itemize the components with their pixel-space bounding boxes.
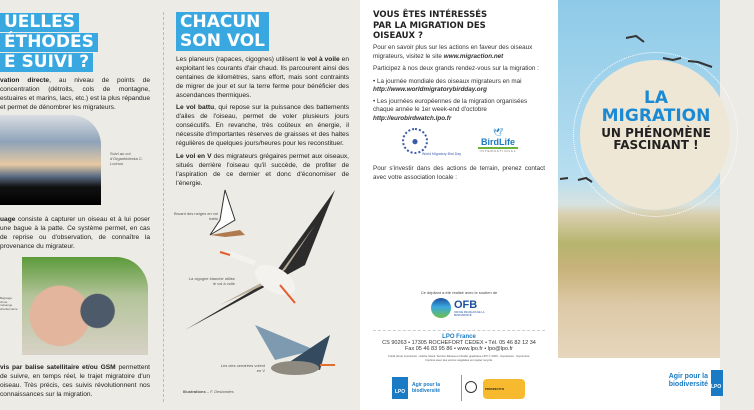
photo-caption: Suivi au col d'Organbidexka C. Lochon: [110, 151, 144, 166]
divider: [373, 330, 545, 331]
text: – F. Desbordes: [205, 389, 234, 394]
observation-text: [0, 77, 150, 113]
lpo-slogan: Agir pour la biodiversité: [668, 373, 708, 388]
title-line: UELLES: [0, 13, 79, 32]
title-line: E SUIVI ?: [0, 53, 93, 72]
wmbd-logo: ●: [402, 128, 428, 154]
lpo-logo: LPO: [711, 370, 723, 396]
left-panel: [0, 0, 165, 410]
bold: Le vol en V: [176, 152, 212, 160]
event-1: • La journée mondiale des oiseaux migrateurs en mai: [373, 77, 522, 85]
flapping-text: [176, 104, 349, 148]
bold: vol à voile: [307, 56, 340, 63]
soaring-text: [176, 56, 349, 100]
title-line: ÉTHODES: [0, 33, 98, 52]
org-name: LPO France: [442, 334, 476, 340]
event-1-link[interactable]: http://www.worldmigratorybirdday.org: [373, 86, 487, 93]
recycling-badge: PROSPECTUS: [483, 379, 525, 399]
cover-panel: [558, 0, 720, 410]
lpo-logo: LPO: [392, 377, 408, 399]
middle-title: [176, 12, 269, 51]
back-text: [373, 44, 545, 123]
text: , au niveau de points de concentration (détroits, cols de montagne, estuaires et marins, lacs, etc.) est la plus répandue et permet de dénombrer les migrateurs.: [0, 77, 150, 111]
wmbd-label: World Migratory Bird Day: [422, 152, 462, 156]
event-2-link[interactable]: http://eurobirdwatch.lpo.fr: [373, 114, 452, 122]
title-line: FASCINANT !: [613, 138, 699, 153]
photo-caption: Baguage d'une mésange charbonnière: [0, 296, 18, 311]
bold: uage: [0, 216, 16, 223]
migraction-text: [373, 44, 545, 61]
bold: Illustrations: [183, 389, 206, 394]
text: des migrateurs grégaires permet aux oiseaux, situés derrière l'oiseau qu'il succède, de profiter de l'aspiration de ce dernier et donc d'économiser de l'énergie.: [176, 152, 349, 187]
bold: vis par balise satellitaire et/ou GSM: [0, 364, 116, 371]
text: Les planeurs (rapaces, cigognes) utilisent le: [176, 56, 308, 63]
title-line: LA: [644, 88, 668, 108]
local-contact-text: Pour s'investir dans des actions de terrain, prenez contact avec votre association locale :: [373, 165, 545, 181]
middle-panel: [165, 0, 360, 410]
ofb-label: OFB: [454, 298, 478, 311]
birdlife-sub: INTERNATIONAL: [479, 149, 517, 153]
fax-web-email: Fax 05 46 83 95 86 • www.lpo.fr • lpo@lpo.fr: [405, 346, 513, 352]
observation-photo: [0, 115, 101, 205]
birdlife-label: BirdLife: [478, 137, 518, 149]
ringing-text: [0, 216, 150, 252]
triman-icon: [465, 381, 477, 393]
event-2: • Les journées européennes de la migration organisées chaque année le 1er week-end d'octobre: [373, 97, 528, 113]
print-credits: Crédit photo couverture : Adobe Stock. Service Réseau et Studio graphique LPO © 2020 - Impression : Imprimerie. Imprimé avec des encres végétales sur papier recyclé.: [387, 354, 531, 362]
title-line: CHACUN: [180, 12, 261, 32]
ringing-photo: [22, 257, 148, 355]
back-title: VOUS ÊTES INTÉRESSÉS PAR LA MIGRATION DES OISEAUX ?: [373, 10, 488, 42]
ofb-logo: [431, 298, 486, 318]
title-line: UN PHÉNOMÈNE: [601, 125, 711, 140]
divider: [461, 375, 462, 401]
flying-birds-icon: [558, 0, 720, 200]
bold: vation directe: [0, 77, 50, 84]
birdlife-logo: [478, 128, 518, 153]
title-line: SON VOL: [180, 30, 265, 51]
contact-block: [360, 334, 558, 362]
events-intro: Participez à nos deux grands rendez-vous sur la migration :: [373, 65, 539, 72]
ofb-sub: OFFICE FRANÇAIS DE LA BIODIVERSITÉ: [454, 310, 485, 317]
greylag-geese-illustration: [255, 325, 335, 375]
ofb-emblem: [431, 298, 451, 318]
title-line: MIGRATION: [601, 105, 711, 126]
back-panel: [360, 0, 558, 410]
illustration-credit: [183, 390, 234, 395]
address: CS 90263 • 17305 ROCHEFORT CEDEX • Tél. 05 46 82 12 34: [382, 340, 536, 346]
support-text: Ce dépliant a été réalisé avec le soutien de: [420, 290, 498, 295]
fold-divider: [163, 12, 164, 402]
text: permettent de suivre, en temps réel, le trajet migratoire d'un oiseau. Très précis, ces suivis révolutionnent nos connaissances sur la migration.: [0, 364, 151, 398]
text: consiste à capturer un oiseau et à lui poser une bague à la patte. Ce système permet, en cas de reprise ou d'observation, de connaître la provenance du migrateur.: [0, 216, 150, 250]
migraction-link[interactable]: www.migraction.net: [443, 52, 504, 60]
satellite-text: [0, 364, 150, 400]
text: en exploitant les courants d'air chaud. Ils parcourent ainsi des centaines de kilomètres, sans effort, mais sont contraints de migrer de jour et sur la terre ferme pour bénéficier des ascendances thermiques.: [176, 56, 349, 99]
text: Pour en savoir plus sur les actions en faveur des oiseaux migrateurs, visitez le site: [373, 44, 533, 60]
lpo-slogan: Agir pour la biodiversité: [412, 382, 441, 394]
stork-caption: La cigogne blanche utilise le vol à voile: [188, 276, 235, 286]
flight-text: [176, 56, 349, 188]
bold: Le vol battu: [176, 104, 215, 112]
geese-caption: Les oies cendrées volent en V: [220, 363, 265, 373]
bunting-caption: Bruant des neiges en vol battu: [173, 211, 218, 221]
bird-icon: 🕊: [492, 128, 504, 137]
v-flight-text: [176, 153, 349, 189]
left-title: [0, 12, 98, 72]
text: , qui repose sur la puissance des battements d'ailes de l'oiseau, permet de voler plusieurs jours consécutifs. En revanche, très coûteux en énergie, il nécessite d'importantes réserves de graisses et des haltes régulières de quelques jours/heures pour les reconstituer.: [176, 104, 350, 148]
